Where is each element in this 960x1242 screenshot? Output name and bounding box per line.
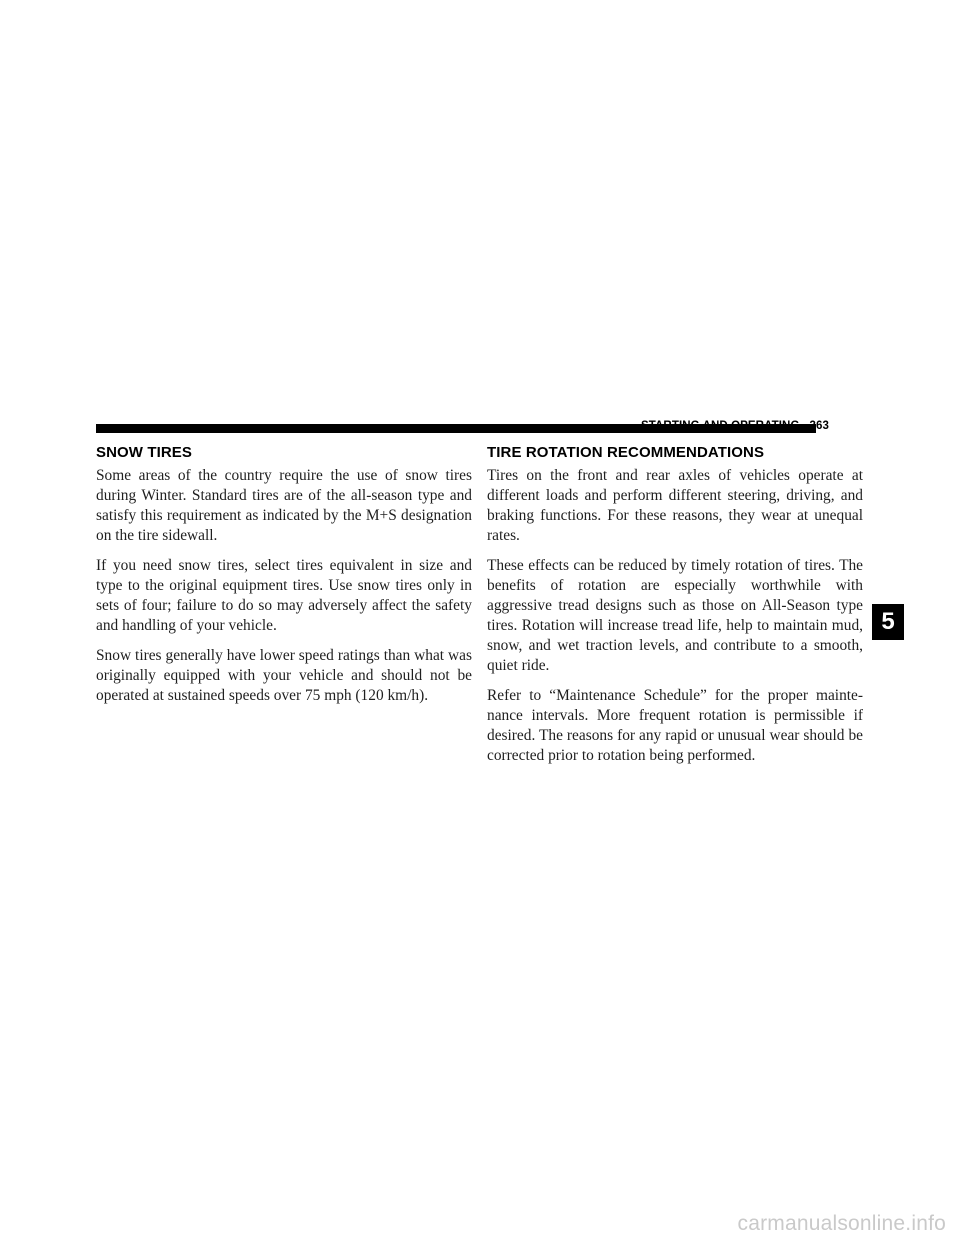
- tire-rotation-paragraph-1: Tires on the front and rear axles of vehicles operate at different loads and perform different steering, driving, and braking functions. For these reasons, they wear at unequal rates.: [487, 467, 863, 544]
- page-number: 363: [809, 420, 829, 432]
- tire-rotation-paragraph-2: These effects can be reduced by timely rotation of tires. The benefits of rotation are especially worthwhile with aggressive tread designs such as those on All-Season type tires. Rotation will increase tread life, help to maintain mud, snow, and wet traction levels, and contribute to a smooth, quiet ride.: [487, 557, 863, 674]
- section-title: STARTING AND OPERATING: [640, 420, 800, 432]
- running-header: [641, 420, 829, 432]
- snow-tires-paragraph-2: If you need snow tires, select tires equivalent in size and type to the original equipment tires. Use snow tires only in sets of four; failure to do so may adversely affect the safety and handling of your vehicle.: [96, 557, 472, 634]
- watermark: carmanualsonline.info: [737, 1212, 946, 1235]
- chapter-tab: 5: [872, 604, 904, 640]
- tire-rotation-heading: TIRE ROTATION RECOMMENDATIONS: [487, 444, 765, 461]
- snow-tires-paragraph-1: Some areas of the country require the use of snow tires during Winter. Standard tires are of the all-season type and satisfy this requirement as indicated by the M+S designation on the tire sidewall.: [96, 467, 472, 544]
- right-column: [487, 443, 863, 776]
- snow-tires-paragraph-3: Snow tires generally have lower speed ratings than what was originally equipped with your vehicle and should not be operated at sustained speeds over 75 mph (120 km/h).: [96, 647, 472, 704]
- snow-tires-heading: SNOW TIRES: [96, 444, 193, 461]
- tire-rotation-paragraph-3: Refer to “Maintenance Schedule” for the proper mainte-nance intervals. More frequent rotation is permissible if desired. The reasons for any rapid or unusual wear should be corrected prior to rotation being performed.: [487, 687, 863, 764]
- left-column: [96, 443, 472, 716]
